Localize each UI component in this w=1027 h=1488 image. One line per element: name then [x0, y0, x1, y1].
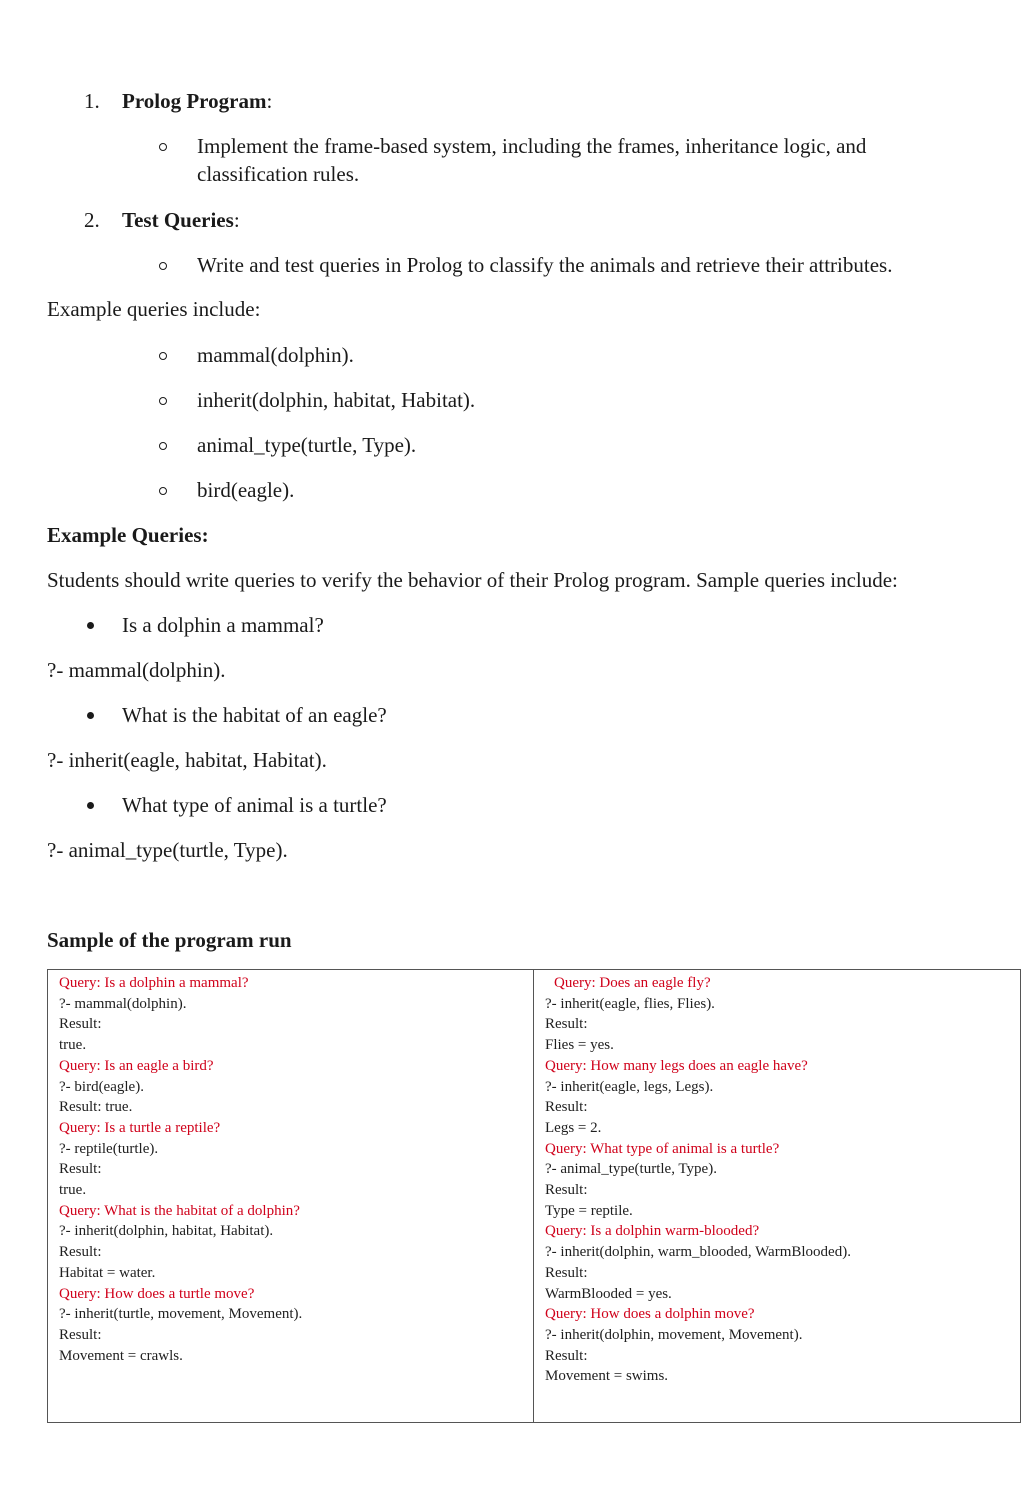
list-number-1: 1. [84, 89, 100, 113]
list-item-title: Test Queries [122, 208, 234, 232]
query-label: Query: What is the habitat of a dolphin? [59, 1202, 300, 1219]
question-text: Is a dolphin a mammal? [122, 613, 324, 637]
sample-run-heading: Sample of the program run [47, 928, 292, 952]
example-bullet: inherit(dolphin, habitat, Habitat). [197, 388, 476, 412]
output-line: Result: true. [59, 1099, 133, 1116]
output-line: Movement = crawls. [59, 1347, 183, 1364]
sub-item-text: Implement the frame-based system, including the frames, inheritance logic, and [197, 134, 867, 158]
query-label: Query: What type of animal is a turtle? [545, 1140, 780, 1157]
output-line: Result: [59, 1244, 102, 1261]
query-label: Query: Is a dolphin a mammal? [59, 975, 249, 991]
output-line: true. [59, 1037, 87, 1054]
example-bullet: mammal(dolphin). [197, 343, 354, 367]
query-text: ?- mammal(dolphin). [47, 658, 226, 682]
output-line: ?- animal_type(turtle, Type). [545, 1161, 717, 1178]
output-line: Result: [59, 1016, 102, 1033]
output-line: ?- bird(eagle). [59, 1078, 144, 1095]
output-line: Legs = 2. [545, 1119, 602, 1136]
output-line: ?- inherit(dolphin, warm_blooded, WarmBlooded). [545, 1244, 851, 1261]
question-text: What is the habitat of an eagle? [122, 703, 387, 727]
output-line: ?- mammal(dolphin). [59, 995, 187, 1012]
query-text: ?- inherit(eagle, habitat, Habitat). [47, 748, 327, 772]
table-column-divider [533, 969, 534, 1423]
hollow-bullet-icon [159, 143, 167, 151]
list-item-prolog-program [122, 89, 272, 113]
list-item-title: Prolog Program [122, 89, 267, 113]
sub-item-text: Write and test queries in Prolog to classify the animals and retrieve their attributes. [197, 253, 893, 277]
example-intro: Example queries include: [47, 297, 261, 321]
output-line: Result: [545, 1182, 588, 1199]
query-label: Query: Is an eagle a bird? [59, 1057, 214, 1074]
output-line: Movement = swims. [545, 1368, 669, 1385]
hollow-bullet-icon [159, 352, 167, 360]
query-label: Query: How many legs does an eagle have? [545, 1057, 808, 1074]
left-column [59, 973, 302, 1366]
output-line: Result: [545, 1016, 588, 1033]
students-paragraph: Students should write queries to verify the behavior of their Prolog program. Sample queries include: [47, 568, 898, 592]
example-bullet: bird(eagle). [197, 478, 295, 502]
list-item-colon: : [266, 89, 273, 113]
hollow-bullet-icon [159, 397, 167, 405]
query-label: Query: Does an eagle fly? [554, 975, 711, 991]
filled-bullet-icon [87, 802, 94, 809]
query-text: ?- animal_type(turtle, Type). [47, 838, 288, 862]
query-label: Query: How does a dolphin move? [545, 1306, 755, 1323]
filled-bullet-icon [87, 622, 94, 629]
output-line: Result: [59, 1161, 102, 1178]
output-line: ?- inherit(dolphin, habitat, Habitat). [59, 1223, 274, 1240]
output-line: ?- inherit(dolphin, movement, Movement). [545, 1326, 803, 1343]
output-line: ?- inherit(turtle, movement, Movement). [59, 1306, 303, 1323]
output-line: Result: [545, 1099, 588, 1116]
hollow-bullet-icon [159, 262, 167, 270]
sub-item-text-continued: classification rules. [197, 162, 360, 186]
output-line: Result: [545, 1264, 588, 1281]
output-line: Flies = yes. [545, 1037, 614, 1054]
hollow-bullet-icon [159, 442, 167, 450]
query-label: Query: How does a turtle move? [59, 1285, 255, 1302]
list-number-2: 2. [84, 208, 100, 232]
output-line: WarmBlooded = yes. [545, 1285, 672, 1302]
list-item-colon: : [233, 208, 240, 232]
query-label: Query: Is a dolphin warm-blooded? [545, 1223, 760, 1240]
output-line: ?- inherit(eagle, flies, Flies). [545, 995, 715, 1012]
output-line: ?- inherit(eagle, legs, Legs). [545, 1078, 714, 1095]
right-column [545, 973, 851, 1387]
query-label: Query: Is a turtle a reptile? [59, 1119, 221, 1136]
output-line: Type = reptile. [545, 1202, 633, 1219]
output-line: Habitat = water. [59, 1264, 156, 1281]
list-item-test-queries [122, 208, 240, 232]
output-line: Result: [59, 1326, 102, 1343]
hollow-bullet-icon [159, 487, 167, 495]
output-line: true. [59, 1182, 87, 1199]
example-queries-heading: Example Queries: [47, 523, 209, 547]
filled-bullet-icon [87, 712, 94, 719]
output-line: ?- reptile(turtle). [59, 1140, 159, 1157]
example-bullet: animal_type(turtle, Type). [197, 433, 417, 457]
question-text: What type of animal is a turtle? [122, 793, 387, 817]
output-line: Result: [545, 1347, 588, 1364]
